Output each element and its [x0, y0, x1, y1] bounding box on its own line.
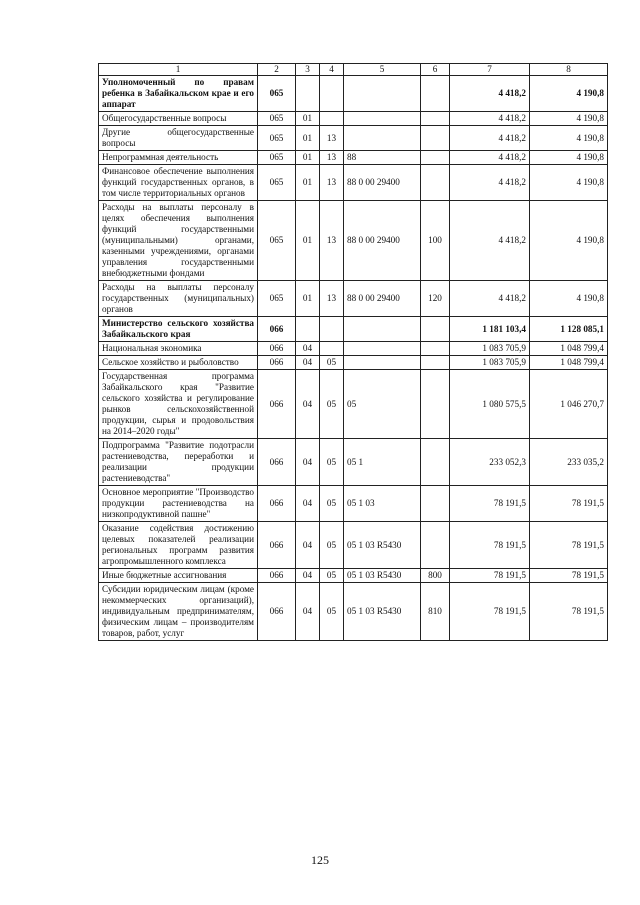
table-row: [99, 370, 608, 439]
amount-col7-cell: 1 181 103,4: [450, 317, 530, 342]
target-article-cell: 05 1 03 R5430: [344, 569, 421, 583]
table-row: [99, 522, 608, 569]
header-cell: 4: [320, 64, 344, 76]
table-row: [99, 342, 608, 356]
amount-col7-cell: 4 418,2: [450, 201, 530, 281]
header-cell: 3: [296, 64, 320, 76]
expense-type-cell: 810: [421, 583, 450, 641]
amount-col8-cell: 78 191,5: [530, 583, 608, 641]
amount-col7-cell: 4 418,2: [450, 151, 530, 165]
target-article-cell: 88: [344, 151, 421, 165]
ministry-code-cell: 065: [258, 201, 296, 281]
header-cell: 5: [344, 64, 421, 76]
target-article-cell: [344, 76, 421, 112]
item-name-cell: Государственная программа Забайкальского края "Развитие сельского хозяйства и регулирование рынков сельскохозяйственной продукции, сырья и продовольствия на 2014–2020 годы": [99, 370, 258, 439]
table-row: [99, 165, 608, 201]
target-article-cell: [344, 126, 421, 151]
amount-col8-cell: 78 191,5: [530, 486, 608, 522]
table-header-row: [99, 64, 608, 76]
amount-col7-cell: 1 083 705,9: [450, 356, 530, 370]
ministry-code-cell: 066: [258, 439, 296, 486]
section-cell: 01: [296, 281, 320, 317]
section-cell: 01: [296, 126, 320, 151]
subsection-cell: [320, 317, 344, 342]
amount-col8-cell: 1 046 270,7: [530, 370, 608, 439]
amount-col8-cell: 4 190,8: [530, 165, 608, 201]
item-name-cell: Общегосударственные вопросы: [99, 112, 258, 126]
amount-col8-cell: 233 035,2: [530, 439, 608, 486]
section-cell: [296, 76, 320, 112]
ministry-code-cell: 065: [258, 165, 296, 201]
amount-col8-cell: 4 190,8: [530, 201, 608, 281]
target-article-cell: [344, 356, 421, 370]
item-name-cell: Субсидии юридическим лицам (кроме некоммерческих организаций), индивидуальным предпринимателям, физическим лицам – производителям товаров, работ, услуг: [99, 583, 258, 641]
amount-col7-cell: 1 080 575,5: [450, 370, 530, 439]
item-name-cell: Национальная экономика: [99, 342, 258, 356]
expense-type-cell: 800: [421, 569, 450, 583]
item-name-cell: Уполномоченный по правам ребенка в Забайкальском крае и его аппарат: [99, 76, 258, 112]
table-row: [99, 486, 608, 522]
subsection-cell: 05: [320, 569, 344, 583]
target-article-cell: [344, 317, 421, 342]
amount-col8-cell: 1 048 799,4: [530, 342, 608, 356]
table-row: [99, 151, 608, 165]
ministry-code-cell: 065: [258, 281, 296, 317]
table-row: [99, 317, 608, 342]
item-name-cell: Министерство сельского хозяйства Забайкальского края: [99, 317, 258, 342]
table-row: [99, 281, 608, 317]
subsection-cell: 05: [320, 486, 344, 522]
table-row: [99, 583, 608, 641]
ministry-code-cell: 066: [258, 356, 296, 370]
section-cell: 01: [296, 151, 320, 165]
amount-col7-cell: 233 052,3: [450, 439, 530, 486]
expense-type-cell: 120: [421, 281, 450, 317]
section-cell: 04: [296, 370, 320, 439]
table-row: [99, 356, 608, 370]
target-article-cell: [344, 342, 421, 356]
subsection-cell: 13: [320, 201, 344, 281]
table-row: [99, 126, 608, 151]
section-cell: 01: [296, 165, 320, 201]
ministry-code-cell: 065: [258, 76, 296, 112]
expense-type-cell: [421, 126, 450, 151]
amount-col8-cell: 4 190,8: [530, 126, 608, 151]
table-row: [99, 439, 608, 486]
ministry-code-cell: 066: [258, 370, 296, 439]
expense-type-cell: [421, 356, 450, 370]
amount-col7-cell: 1 083 705,9: [450, 342, 530, 356]
expense-type-cell: [421, 342, 450, 356]
ministry-code-cell: 066: [258, 522, 296, 569]
amount-col8-cell: 4 190,8: [530, 76, 608, 112]
subsection-cell: 13: [320, 281, 344, 317]
amount-col8-cell: 78 191,5: [530, 569, 608, 583]
section-cell: 04: [296, 583, 320, 641]
expense-type-cell: [421, 151, 450, 165]
ministry-code-cell: 066: [258, 583, 296, 641]
subsection-cell: 05: [320, 356, 344, 370]
ministry-code-cell: 065: [258, 126, 296, 151]
ministry-code-cell: 066: [258, 486, 296, 522]
amount-col7-cell: 78 191,5: [450, 522, 530, 569]
target-article-cell: 05 1: [344, 439, 421, 486]
amount-col8-cell: 78 191,5: [530, 522, 608, 569]
section-cell: 01: [296, 112, 320, 126]
subsection-cell: 13: [320, 126, 344, 151]
budget-table: [98, 63, 608, 641]
item-name-cell: Оказание содействия достижению целевых показателей реализации региональных программ развития агропромышленного комплекса: [99, 522, 258, 569]
section-cell: 04: [296, 486, 320, 522]
target-article-cell: 88 0 00 29400: [344, 281, 421, 317]
subsection-cell: 05: [320, 522, 344, 569]
table-row: [99, 76, 608, 112]
target-article-cell: [344, 112, 421, 126]
item-name-cell: Финансовое обеспечение выполнения функций государственных органов, в том числе территориальных органов: [99, 165, 258, 201]
expense-type-cell: 100: [421, 201, 450, 281]
item-name-cell: Подпрограмма "Развитие подотрасли растениеводства, переработки и реализации продукции растениеводства": [99, 439, 258, 486]
target-article-cell: 05 1 03 R5430: [344, 522, 421, 569]
expense-type-cell: [421, 439, 450, 486]
target-article-cell: 05 1 03: [344, 486, 421, 522]
header-cell: 2: [258, 64, 296, 76]
subsection-cell: [320, 112, 344, 126]
table-row: [99, 569, 608, 583]
expense-type-cell: [421, 317, 450, 342]
target-article-cell: 05 1 03 R5430: [344, 583, 421, 641]
expense-type-cell: [421, 112, 450, 126]
amount-col7-cell: 4 418,2: [450, 112, 530, 126]
amount-col7-cell: 78 191,5: [450, 583, 530, 641]
item-name-cell: Основное мероприятие "Производство продукции растениеводства на низкопродуктивной пашне": [99, 486, 258, 522]
subsection-cell: 13: [320, 165, 344, 201]
table-row: [99, 112, 608, 126]
ministry-code-cell: 066: [258, 569, 296, 583]
ministry-code-cell: 065: [258, 112, 296, 126]
amount-col7-cell: 4 418,2: [450, 281, 530, 317]
item-name-cell: Сельское хозяйство и рыболовство: [99, 356, 258, 370]
ministry-code-cell: 065: [258, 151, 296, 165]
amount-col8-cell: 4 190,8: [530, 281, 608, 317]
amount-col7-cell: 4 418,2: [450, 76, 530, 112]
amount-col7-cell: 78 191,5: [450, 486, 530, 522]
amount-col8-cell: 4 190,8: [530, 112, 608, 126]
expense-type-cell: [421, 76, 450, 112]
page-number: 125: [311, 853, 329, 867]
item-name-cell: Расходы на выплаты персоналу в целях обеспечения выполнения функций государственными (муниципальными) органами, казенными учреждениями, органами управления государственными внебюджетными фондами: [99, 201, 258, 281]
header-cell: 8: [530, 64, 608, 76]
section-cell: 04: [296, 569, 320, 583]
header-cell: 7: [450, 64, 530, 76]
amount-col7-cell: 78 191,5: [450, 569, 530, 583]
subsection-cell: [320, 76, 344, 112]
subsection-cell: 13: [320, 151, 344, 165]
expense-type-cell: [421, 370, 450, 439]
subsection-cell: 05: [320, 370, 344, 439]
amount-col8-cell: 4 190,8: [530, 151, 608, 165]
amount-col7-cell: 4 418,2: [450, 126, 530, 151]
amount-col8-cell: 1 128 085,1: [530, 317, 608, 342]
section-cell: 04: [296, 439, 320, 486]
ministry-code-cell: 066: [258, 317, 296, 342]
section-cell: 01: [296, 201, 320, 281]
subsection-cell: [320, 342, 344, 356]
item-name-cell: Иные бюджетные ассигнования: [99, 569, 258, 583]
section-cell: 04: [296, 522, 320, 569]
header-cell: 6: [421, 64, 450, 76]
target-article-cell: 88 0 00 29400: [344, 165, 421, 201]
target-article-cell: 05: [344, 370, 421, 439]
item-name-cell: Расходы на выплаты персоналу государственных (муниципальных) органов: [99, 281, 258, 317]
amount-col8-cell: 1 048 799,4: [530, 356, 608, 370]
section-cell: [296, 317, 320, 342]
ministry-code-cell: 066: [258, 342, 296, 356]
header-cell: 1: [99, 64, 258, 76]
expense-type-cell: [421, 486, 450, 522]
amount-col7-cell: 4 418,2: [450, 165, 530, 201]
table-row: [99, 201, 608, 281]
expense-type-cell: [421, 522, 450, 569]
subsection-cell: 05: [320, 583, 344, 641]
target-article-cell: 88 0 00 29400: [344, 201, 421, 281]
item-name-cell: Непрограммная деятельность: [99, 151, 258, 165]
item-name-cell: Другие общегосударственные вопросы: [99, 126, 258, 151]
expense-type-cell: [421, 165, 450, 201]
section-cell: 04: [296, 342, 320, 356]
table-body: [99, 76, 608, 641]
section-cell: 04: [296, 356, 320, 370]
subsection-cell: 05: [320, 439, 344, 486]
